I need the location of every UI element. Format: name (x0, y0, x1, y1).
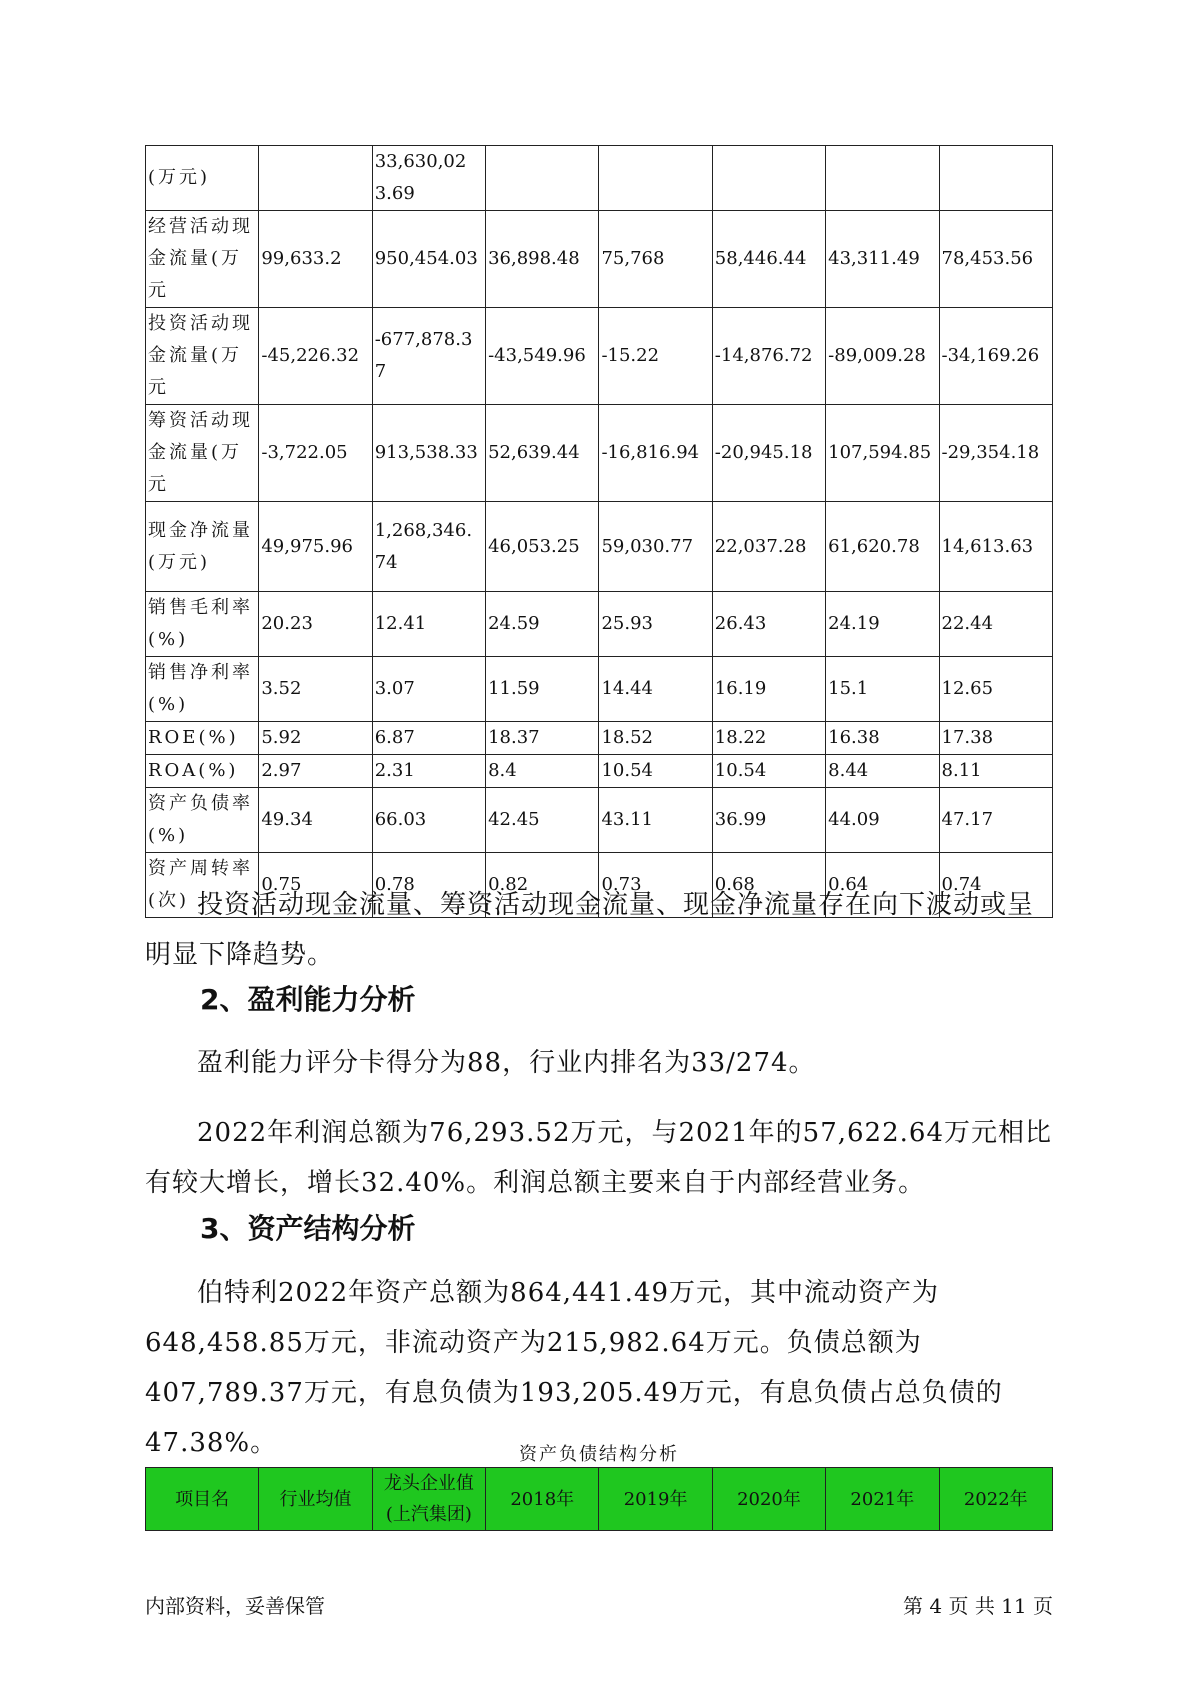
header-cell: 龙头企业值(上汽集团) (372, 1468, 485, 1531)
value-cell: 61,620.78 (826, 502, 939, 592)
value-cell: 0.78 (372, 853, 485, 918)
table-row (146, 405, 1053, 502)
value-cell: 24.59 (486, 592, 599, 657)
value-cell: 14.44 (599, 657, 712, 722)
header-cell: 2019年 (599, 1468, 712, 1531)
value-cell: 18.52 (599, 722, 712, 755)
value-cell: 75,768 (599, 211, 712, 308)
row-label-cell: 资产周转率(次) (146, 853, 259, 918)
row-label-cell: ROE(%) (146, 722, 259, 755)
value-cell: 2.97 (259, 755, 372, 788)
table-row (146, 722, 1053, 755)
value-cell: 18.37 (486, 722, 599, 755)
profitability-heading: 2、盈利能力分析 (200, 983, 416, 1016)
value-cell: -89,009.28 (826, 308, 939, 405)
footer-page-number: 第 4 页 共 11 页 (903, 1594, 1053, 1618)
value-cell: -677,878.37 (372, 308, 485, 405)
value-cell: 78,453.56 (939, 211, 1052, 308)
value-cell: 33,630,023.69 (372, 146, 485, 211)
value-cell: 14,613.63 (939, 502, 1052, 592)
value-cell (712, 146, 825, 211)
value-cell: 8.11 (939, 755, 1052, 788)
value-cell: 16.38 (826, 722, 939, 755)
financial-indicators-table (145, 145, 1053, 918)
value-cell: 10.54 (712, 755, 825, 788)
table-row (146, 657, 1053, 722)
value-cell: 15.1 (826, 657, 939, 722)
value-cell: 18.22 (712, 722, 825, 755)
row-label-cell: 筹资活动现金流量(万元 (146, 405, 259, 502)
table-row (146, 308, 1053, 405)
row-label-cell: 投资活动现金流量(万元 (146, 308, 259, 405)
value-cell: 11.59 (486, 657, 599, 722)
value-cell: 47.17 (939, 788, 1052, 853)
total-profit-paragraph: 2022年利润总额为76,293.52万元，与2021年的57,622.64万元相比有较大增长，增长32.40%。利润总额主要来自于内部经营业务。 (145, 1118, 1052, 1198)
row-label-cell: 资产负债率(%) (146, 788, 259, 853)
table-caption: 资产负债结构分析 (519, 1444, 679, 1465)
value-cell: 3.07 (372, 657, 485, 722)
value-cell (259, 146, 372, 211)
value-cell: 0.64 (826, 853, 939, 918)
value-cell: 16.19 (712, 657, 825, 722)
value-cell: -45,226.32 (259, 308, 372, 405)
table-row (146, 502, 1053, 592)
table-row (146, 592, 1053, 657)
row-label-cell: ROA(%) (146, 755, 259, 788)
value-cell: 26.43 (712, 592, 825, 657)
cashflow-trend-paragraph: 投资活动现金流量、筹资活动现金流量、现金净流量存在向下波动或呈明显下降趋势。 (145, 890, 1035, 970)
asset-liability-structure-table (145, 1467, 1053, 1531)
value-cell: 0.75 (259, 853, 372, 918)
value-cell: 25.93 (599, 592, 712, 657)
table-row (146, 211, 1053, 308)
value-cell: 24.19 (826, 592, 939, 657)
value-cell: 0.74 (939, 853, 1052, 918)
value-cell: 3.52 (259, 657, 372, 722)
value-cell: 1,268,346.74 (372, 502, 485, 592)
value-cell: 8.4 (486, 755, 599, 788)
value-cell: 36.99 (712, 788, 825, 853)
value-cell: -15.22 (599, 308, 712, 405)
value-cell: 913,538.33 (372, 405, 485, 502)
header-cell: 行业均值 (259, 1468, 372, 1531)
value-cell: 49.34 (259, 788, 372, 853)
row-label-cell: 现金净流量(万元) (146, 502, 259, 592)
value-cell: 17.38 (939, 722, 1052, 755)
value-cell: 58,446.44 (712, 211, 825, 308)
row-label-cell: 销售毛利率(%) (146, 592, 259, 657)
value-cell: 59,030.77 (599, 502, 712, 592)
value-cell: 22,037.28 (712, 502, 825, 592)
table-row (146, 146, 1053, 211)
value-cell: 46,053.25 (486, 502, 599, 592)
table-row (146, 755, 1053, 788)
value-cell: 2.31 (372, 755, 485, 788)
header-cell: 2021年 (826, 1468, 939, 1531)
value-cell: -16,816.94 (599, 405, 712, 502)
value-cell: -3,722.05 (259, 405, 372, 502)
value-cell: 52,639.44 (486, 405, 599, 502)
value-cell: -20,945.18 (712, 405, 825, 502)
value-cell: 8.44 (826, 755, 939, 788)
value-cell: 0.82 (486, 853, 599, 918)
value-cell: 0.68 (712, 853, 825, 918)
value-cell: 44.09 (826, 788, 939, 853)
value-cell (486, 146, 599, 211)
value-cell: 10.54 (599, 755, 712, 788)
value-cell: 22.44 (939, 592, 1052, 657)
value-cell: -29,354.18 (939, 405, 1052, 502)
table-row (146, 788, 1053, 853)
value-cell: 36,898.48 (486, 211, 599, 308)
value-cell: -43,549.96 (486, 308, 599, 405)
row-label-cell: 经营活动现金流量(万元 (146, 211, 259, 308)
header-cell: 2020年 (712, 1468, 825, 1531)
value-cell: -14,876.72 (712, 308, 825, 405)
value-cell: 42.45 (486, 788, 599, 853)
value-cell: 6.87 (372, 722, 485, 755)
asset-structure-paragraph: 伯特利2022年资产总额为864,441.49万元，其中流动资产为648,458.85万元，非流动资产为215,982.64万元。负债总额为407,789.37万元，有息负债为193,205.49万元，有息负债占总负债的47.38%。 (145, 1278, 1003, 1458)
header-cell: 2018年 (486, 1468, 599, 1531)
value-cell (599, 146, 712, 211)
row-label-cell: 销售净利率(%) (146, 657, 259, 722)
header-cell: 项目名 (146, 1468, 259, 1531)
value-cell (826, 146, 939, 211)
value-cell: -34,169.26 (939, 308, 1052, 405)
value-cell: 43.11 (599, 788, 712, 853)
value-cell: 43,311.49 (826, 211, 939, 308)
profitability-score-paragraph: 盈利能力评分卡得分为88，行业内排名为33/274。 (197, 1048, 816, 1078)
table-header-row (146, 1468, 1053, 1531)
header-cell: 2022年 (939, 1468, 1052, 1531)
value-cell: 20.23 (259, 592, 372, 657)
asset-structure-heading: 3、资产结构分析 (200, 1212, 416, 1245)
value-cell: 0.73 (599, 853, 712, 918)
value-cell: 99,633.2 (259, 211, 372, 308)
value-cell: 107,594.85 (826, 405, 939, 502)
value-cell: 950,454.03 (372, 211, 485, 308)
value-cell: 12.41 (372, 592, 485, 657)
value-cell: 5.92 (259, 722, 372, 755)
value-cell (939, 146, 1052, 211)
value-cell: 49,975.96 (259, 502, 372, 592)
row-label-cell: (万元) (146, 146, 259, 211)
value-cell: 66.03 (372, 788, 485, 853)
value-cell: 12.65 (939, 657, 1052, 722)
footer-confidential-note: 内部资料，妥善保管 (145, 1594, 325, 1618)
